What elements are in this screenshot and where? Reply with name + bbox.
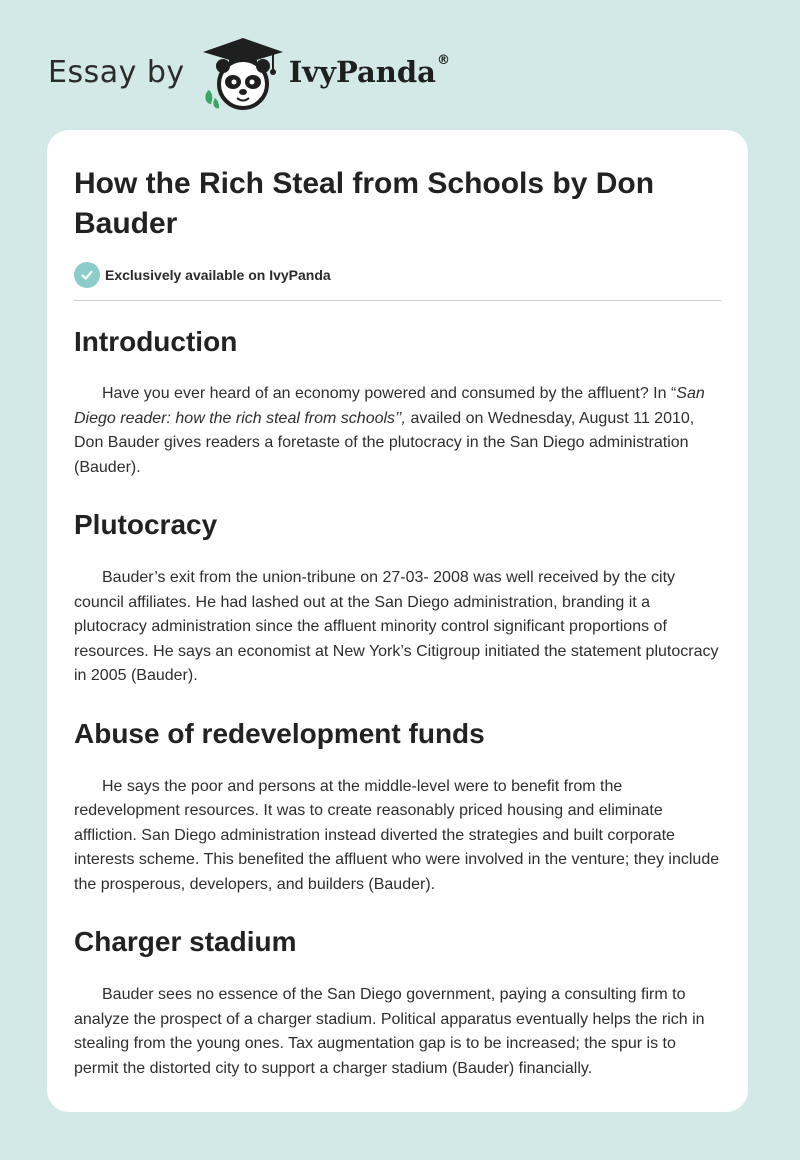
badge-label: Exclusively available on IvyPanda: [105, 267, 331, 283]
brand-name: IvyPanda: [288, 55, 436, 89]
panda-graduate-icon: [201, 32, 285, 112]
section-heading-redevelopment: Abuse of redevelopment funds: [74, 717, 485, 749]
section-paragraph-introduction: [74, 382, 721, 480]
section-paragraph-charger-stadium: Bauder sees no essence of the San Diego government, paying a consulting firm to analyze the prospect of a charger stadium. Political apparatus eventually helps the rich in stealing from the young ones. Tax augmentation gap is to be increased; the spur is to permit the distorted city to support a charger stadium (Bauder) financially.: [74, 986, 705, 1077]
brand-header: [48, 32, 450, 112]
section-paragraph-redevelopment: He says the poor and persons at the middle-level were to benefit from the redevelopment resources. It was to create reasonably priced housing and eliminate affliction. San Diego administration instead diverted the strategies and built corporate interests scheme. This benefited the affluent who were involved in the venture; they include the prosperous, developers, and builders (Bauder).: [74, 777, 720, 893]
section-heading-introduction: Introduction: [74, 326, 238, 357]
intro-text-after: availed on Wednesday, August 11 2010, Don Bauder gives readers a foretaste of the plutocracy in the San Diego administration (Bauder).: [74, 409, 695, 476]
page-title: How the Rich Steal from Schools by Don Bauder: [74, 167, 655, 240]
intro-source-title: San Diego reader: how the rich steal from schools’’,: [74, 385, 705, 427]
check-circle-icon: [74, 262, 100, 288]
section-heading-plutocracy: Plutocracy: [74, 509, 218, 540]
intro-text-before: Have you ever heard of an economy powered and consumed by the affluent? In “: [102, 385, 677, 402]
essay-card: [47, 130, 748, 1112]
divider: [74, 300, 721, 301]
registered-mark: ®: [436, 52, 450, 68]
essay-by-label: Essay by: [48, 54, 185, 90]
exclusive-badge: [74, 262, 721, 288]
section-heading-charger-stadium: Charger stadium: [74, 926, 297, 957]
section-paragraph-plutocracy: Bauder’s exit from the union-tribune on 27-03- 2008 was well received by the city council affiliates. He had lashed out at the San Diego administration, branding it a plutocracy administration since the affluent minority control significant proportions of resources. He says an economist at New York’s Citigroup initiated the statement plutocracy in 2005 (Bauder).: [74, 569, 719, 684]
